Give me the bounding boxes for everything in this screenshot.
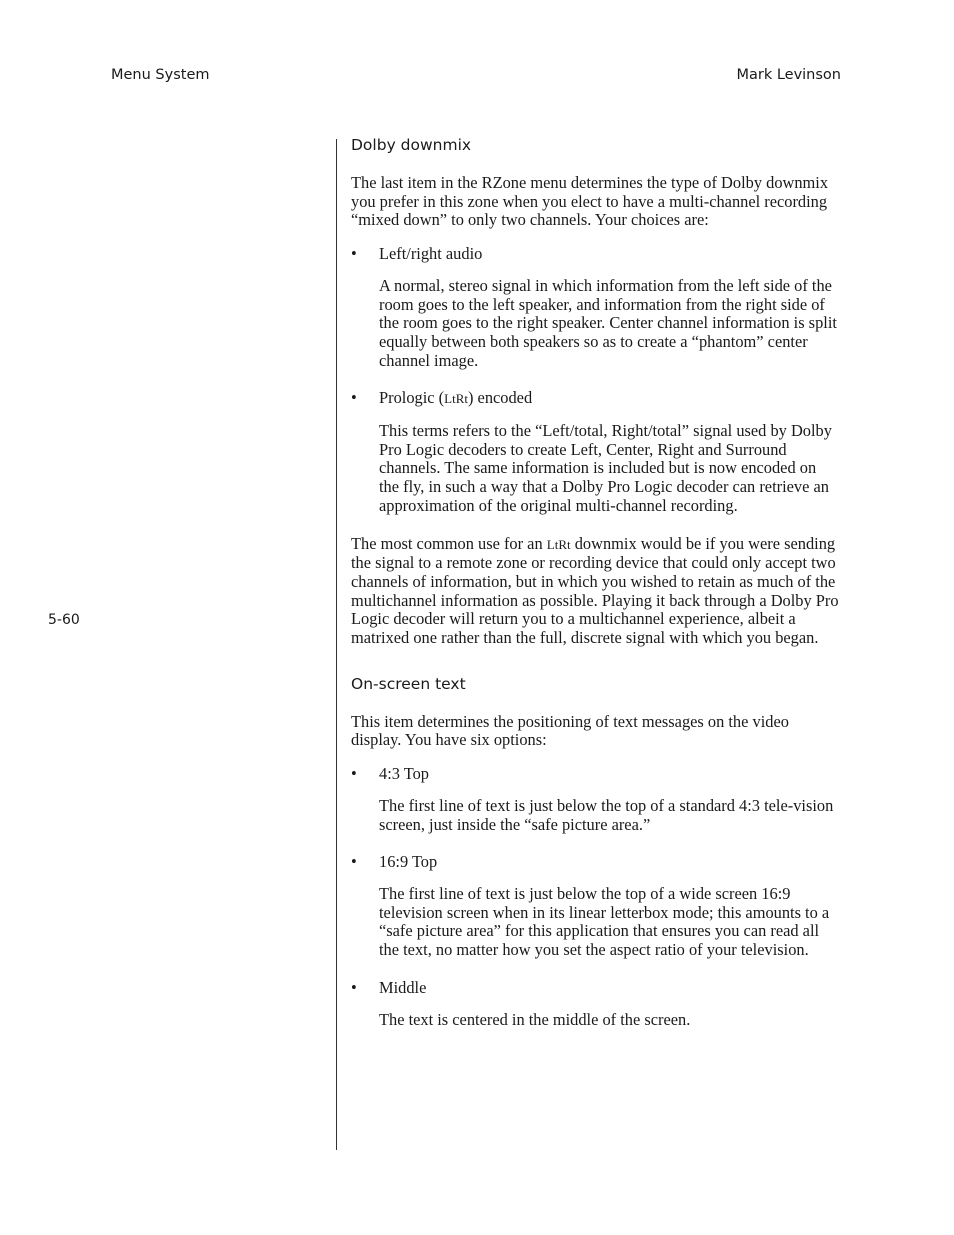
- ltrt-letter: R: [558, 536, 567, 552]
- onscreen-intro-paragraph: This item determines the positioning of text messages on the video display. You have six options:: [351, 711, 789, 750]
- left-right-audio-description: A normal, stereo signal in which information from the left side of the room goes to the left speaker, and information from the right side of the room goes to the right speaker. Center channel information is split equally between both speakers so as to create a “phantom” center channel image.: [379, 275, 837, 370]
- bullet-16-9-top: [351, 853, 839, 872]
- middle-description: The text is centered in the middle of the screen.: [379, 1009, 691, 1029]
- ltrt-letter: t: [554, 536, 559, 552]
- dolby-closing-paragraph: [351, 535, 839, 648]
- bullet-4-3-top: [351, 765, 839, 784]
- label-suffix: ) encoded: [467, 388, 533, 408]
- bullet-marker: •: [351, 244, 357, 264]
- closing-body: downmix would be if you were sending the signal to a remote zone or recording device that could only accept two channels of information, but in which you wished to retain as much of the multichannel information as possible. Playing it back through a Dolby Pro Logic decoder will return you to a multichannel experience, albeit a matrixed one rather than the full, discrete signal with which you began.: [351, 533, 839, 648]
- margin-rule: [336, 139, 337, 1150]
- ltrt-letter: L: [546, 536, 555, 552]
- section-heading-on-screen-text: On-screen text: [351, 674, 466, 693]
- bullet-marker: •: [351, 977, 357, 997]
- dolby-intro-paragraph: The last item in the RZone menu determines the type of Dolby downmix you prefer in this zone when you elect to have a multi-channel recording “mixed down” to only two channels. Your choices are:: [351, 173, 829, 230]
- bullet-label: 4:3 Top: [379, 764, 430, 784]
- bullet-middle: [351, 979, 839, 998]
- bullet-label: 16:9 Top: [379, 852, 438, 872]
- closing-prefix: The most common use for an: [351, 533, 547, 553]
- bullet-marker: •: [351, 388, 357, 408]
- prologic-description: This terms refers to the “Left/total, Right/total” signal used by Dolby Pro Logic decoders to create Left, Center, Right and Surround channels. The same information is included but is now encoded on the fly, in such a way that a Dolby Pro Logic decoder can retrieve an approximation of the original multi-channel recording.: [379, 421, 832, 515]
- bullet-label: Middle: [379, 977, 427, 997]
- 16-9-top-description: The first line of text is just below the top of a wide screen 16:9 television screen when in its linear letterbox mode; this amounts to a “safe picture area” for this application that ensures you can read all the text, no matter how you set the aspect ratio of your television.: [379, 883, 830, 960]
- ltrt-letter: t: [452, 391, 456, 407]
- ltrt-letter: t: [567, 536, 571, 552]
- bullet-label: [379, 388, 532, 407]
- running-header-brand: Mark Levinson: [736, 67, 841, 83]
- ltrt-letter: L: [444, 391, 453, 407]
- bullet-marker: •: [351, 764, 357, 784]
- ltrt-letter: t: [464, 391, 468, 407]
- running-header-section: Menu System: [111, 67, 210, 83]
- bullet-prologic-encoded: [351, 389, 839, 409]
- label-prefix: Prologic (: [379, 388, 445, 408]
- bullet-marker: •: [351, 852, 357, 872]
- section-heading-dolby-downmix: Dolby downmix: [351, 136, 472, 154]
- bullet-left-right-audio: [351, 245, 839, 264]
- ltrt-letter: R: [455, 391, 465, 407]
- main-content: [351, 135, 839, 1048]
- 4-3-top-description: The first line of text is just below the top of a standard 4:3 tele-vision screen, just inside the “safe picture area.”: [379, 795, 834, 834]
- page-number: 5-60: [48, 612, 80, 628]
- bullet-label: Left/right audio: [379, 244, 483, 264]
